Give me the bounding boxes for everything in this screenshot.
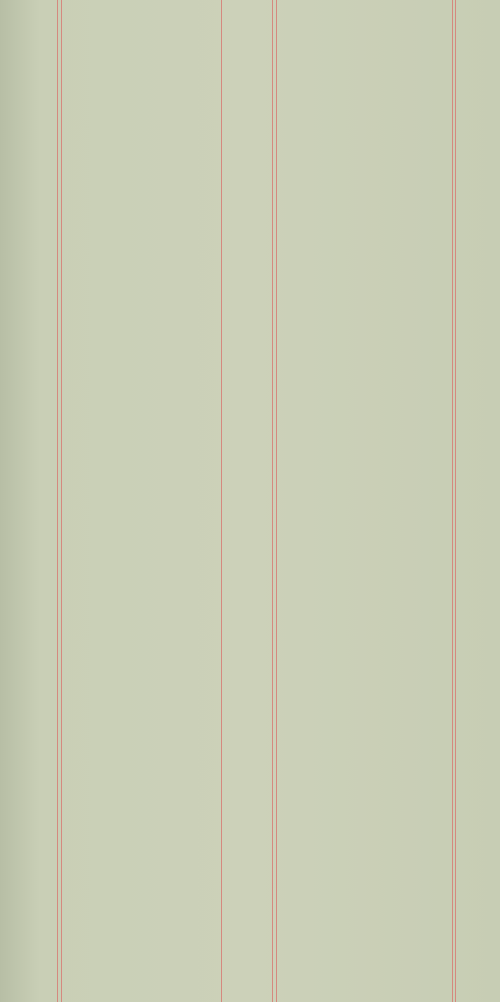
column-divider bbox=[221, 0, 222, 1002]
column-divider bbox=[57, 0, 58, 1002]
column-divider bbox=[272, 0, 273, 1002]
column-divider bbox=[276, 0, 277, 1002]
column-divider bbox=[452, 0, 453, 1002]
column-divider bbox=[61, 0, 62, 1002]
column-divider bbox=[455, 0, 456, 1002]
